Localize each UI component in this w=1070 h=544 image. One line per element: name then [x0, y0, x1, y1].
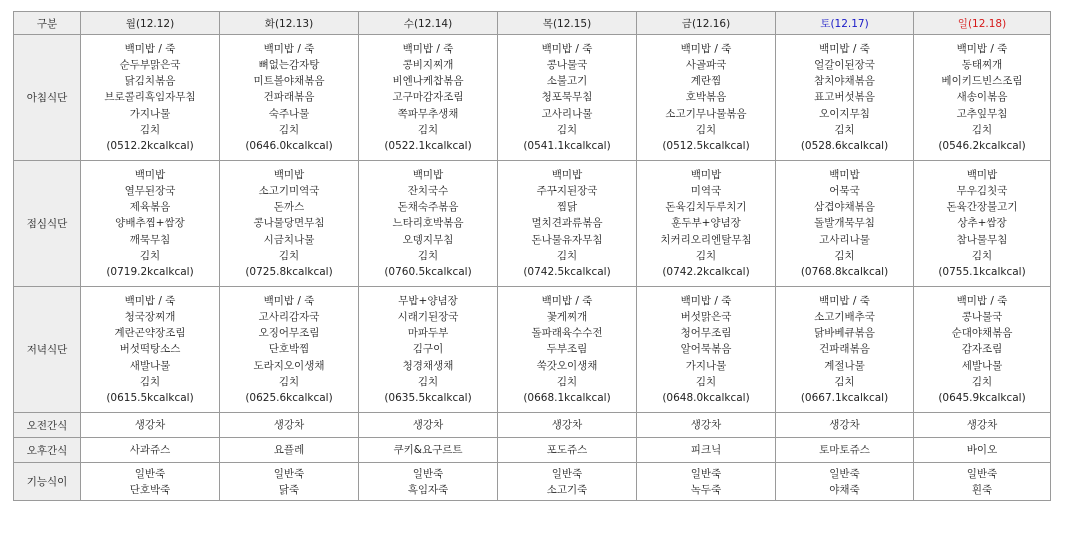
category-header: 구분 [14, 12, 81, 35]
menu-cell [914, 413, 1051, 438]
menu-item: 김치 [139, 249, 161, 262]
special-diet-row [14, 463, 1051, 501]
menu-item: 백미밥 [412, 168, 444, 181]
menu-item: 백미밥 / 죽 [263, 294, 315, 307]
menu-item: 고추잎무침 [956, 107, 1008, 120]
day-header-thu: 목(12.15) [498, 12, 637, 35]
menu-item: 찜닭 [556, 201, 578, 214]
menu-item: 꽃게찌개 [546, 311, 588, 324]
menu-item: 백미밥 [551, 168, 583, 181]
menu-item: 돈채숙주볶음 [397, 201, 459, 214]
menu-item: 청어무조림 [680, 327, 732, 340]
menu-cell [776, 438, 914, 463]
menu-item: 백미밥 [273, 168, 305, 181]
menu-cell [359, 413, 498, 438]
menu-cell [498, 287, 637, 413]
menu-item: 콩비지찌개 [402, 59, 454, 72]
menu-item: 피크닉 [690, 443, 722, 456]
menu-item: 생강차 [690, 418, 722, 431]
menu-item: 소고기죽 [546, 483, 588, 496]
menu-item: 김치 [417, 375, 439, 388]
menu-item: 쪽파무추생채 [397, 107, 459, 120]
menu-item: 바이오 [966, 443, 998, 456]
day-header-fri: 금(12.16) [637, 12, 776, 35]
menu-item: 닭죽 [278, 483, 300, 496]
calorie-text: (0646.0kcalkcal) [245, 139, 333, 152]
menu-cell [914, 287, 1051, 413]
menu-cell [81, 463, 220, 501]
menu-item: 포도쥬스 [546, 443, 588, 456]
menu-item: 김치 [417, 249, 439, 262]
menu-item: 소고기무나물볶음 [665, 107, 747, 120]
menu-item: 백미밥 / 죽 [124, 294, 176, 307]
menu-item: 돈육간장불고기 [946, 201, 1018, 214]
menu-item: 김치 [695, 375, 717, 388]
menu-item: 양배추찜+쌈장 [115, 217, 185, 230]
menu-item: 야채죽 [829, 483, 860, 496]
menu-cell [359, 161, 498, 287]
calorie-text: (0755.1kcalkcal) [938, 265, 1026, 278]
menu-item: 건파래볶음 [819, 343, 870, 356]
menu-cell [776, 287, 914, 413]
menu-item: 김치 [278, 375, 300, 388]
calorie-text: (0546.2kcalkcal) [938, 139, 1026, 152]
menu-item: 무우김칫국 [956, 185, 1008, 198]
menu-cell [637, 35, 776, 161]
menu-item: 삼겹야채볶음 [814, 201, 875, 214]
menu-item: 김치 [971, 375, 993, 388]
menu-item: 시래기된장국 [397, 311, 459, 324]
menu-cell [220, 287, 359, 413]
menu-cell [359, 463, 498, 501]
menu-item: 요플레 [273, 443, 305, 456]
row-label: 오후간식 [14, 438, 81, 463]
menu-body [14, 35, 1051, 501]
menu-item: 멸치견과류볶음 [531, 217, 603, 230]
menu-item: 감자조림 [961, 343, 1003, 356]
menu-cell [498, 438, 637, 463]
menu-item: 콩나물당면무침 [253, 217, 325, 230]
calorie-text: (0667.1kcalkcal) [800, 391, 889, 404]
menu-item: 김치 [556, 375, 578, 388]
calorie-text: (0719.2kcalkcal) [106, 265, 194, 278]
calorie-text: (0512.5kcalkcal) [662, 139, 750, 152]
calorie-text: (0668.1kcalkcal) [523, 391, 611, 404]
row-label: 저녁식단 [14, 287, 81, 413]
menu-item: 쿠키&요구르트 [393, 443, 463, 456]
menu-item: 소고기배추국 [814, 311, 875, 324]
calorie-text: (0648.0kcalkcal) [662, 391, 750, 404]
menu-item: 참치야채볶음 [814, 75, 875, 88]
menu-item: 일반죽 [551, 467, 583, 480]
menu-cell [914, 438, 1051, 463]
menu-item: 열무된장국 [124, 185, 176, 198]
menu-cell [637, 438, 776, 463]
menu-item: 새송이볶음 [956, 91, 1008, 104]
calorie-text: (0512.2kcalkcal) [106, 139, 194, 152]
calorie-text: (0760.5kcalkcal) [384, 265, 472, 278]
menu-item: 뼈없는감자탕 [258, 59, 320, 72]
snack-row [14, 413, 1051, 438]
menu-item: 새발나물 [129, 359, 171, 372]
menu-cell [914, 463, 1051, 501]
meal-row [14, 161, 1051, 287]
menu-item: 청포묵무침 [541, 91, 593, 104]
menu-item: 계란곤약장조림 [114, 327, 186, 340]
menu-item: 생강차 [134, 418, 166, 431]
calorie-text: (0768.8kcalkcal) [800, 265, 889, 278]
menu-item: 얼갈이된장국 [814, 59, 875, 72]
row-label: 기능식이 [14, 463, 81, 501]
menu-item: 녹두죽 [690, 483, 722, 496]
calorie-text: (0528.6kcalkcal) [800, 139, 889, 152]
menu-item: 미트볼야채볶음 [253, 75, 325, 88]
menu-item: 일반죽 [966, 467, 998, 480]
menu-item: 돈까스 [273, 201, 305, 214]
menu-item: 김치 [556, 249, 578, 262]
menu-item: 참나물무침 [956, 233, 1008, 246]
menu-item: 청국장찌개 [124, 311, 176, 324]
menu-item: 김치 [971, 123, 993, 136]
menu-item: 백미밥 [829, 168, 860, 181]
menu-item: 호박볶음 [685, 91, 727, 104]
menu-item: 일반죽 [829, 467, 860, 480]
menu-item: 김구이 [412, 343, 444, 356]
menu-cell [81, 287, 220, 413]
menu-item: 소불고기 [546, 75, 588, 88]
calorie-text: (0742.2kcalkcal) [662, 265, 750, 278]
menu-item: 사과쥬스 [129, 443, 171, 456]
menu-item: 오이지무침 [819, 107, 870, 120]
menu-item: 고사리나물 [819, 233, 870, 246]
menu-item: 백미밥 / 죽 [819, 42, 870, 55]
menu-cell [359, 35, 498, 161]
menu-item: 베이키드빈스조림 [941, 75, 1023, 88]
menu-item: 돌파래육수수전 [531, 327, 603, 340]
calorie-text: (0541.1kcalkcal) [523, 139, 611, 152]
menu-item: 김치 [695, 123, 717, 136]
menu-table-container [13, 11, 1051, 501]
menu-item: 버섯맑은국 [680, 311, 732, 324]
menu-item: 백미밥 / 죽 [680, 294, 732, 307]
menu-item: 백미밥 / 죽 [263, 42, 315, 55]
menu-item: 김치 [695, 249, 717, 262]
menu-item: 김치 [834, 249, 855, 262]
menu-item: 돈육김치두루치기 [665, 201, 747, 214]
menu-item: 백미밥 [690, 168, 722, 181]
menu-item: 콩나물국 [546, 59, 588, 72]
menu-cell [359, 287, 498, 413]
menu-item: 백미밥 / 죽 [956, 42, 1008, 55]
day-header-sat: 토(12.17) [776, 12, 914, 35]
menu-cell [637, 463, 776, 501]
menu-cell [914, 161, 1051, 287]
menu-item: 닭김치볶음 [124, 75, 176, 88]
menu-item: 가지나물 [129, 107, 171, 120]
menu-item: 고사리감자국 [258, 311, 320, 324]
menu-item: 김치 [139, 375, 161, 388]
menu-cell [498, 35, 637, 161]
menu-item: 느타리호박볶음 [392, 217, 464, 230]
menu-cell [220, 438, 359, 463]
menu-item: 생강차 [966, 418, 998, 431]
menu-item: 백미밥 / 죽 [541, 42, 593, 55]
menu-item: 백미밥 / 죽 [680, 42, 732, 55]
menu-cell [81, 413, 220, 438]
meal-row [14, 287, 1051, 413]
menu-item: 백미밥 [134, 168, 166, 181]
menu-item: 잔치국수 [407, 185, 449, 198]
menu-item: 단호박죽 [129, 483, 171, 496]
row-label: 점심식단 [14, 161, 81, 287]
menu-item: 일반죽 [134, 467, 166, 480]
menu-cell [498, 463, 637, 501]
menu-item: 주꾸지된장국 [536, 185, 598, 198]
menu-item: 세발나물 [961, 359, 1003, 372]
menu-item: 고구마감자조림 [392, 91, 464, 104]
menu-item: 일반죽 [412, 467, 444, 480]
menu-cell [776, 413, 914, 438]
day-header-mon: 월(12.12) [81, 12, 220, 35]
menu-item: 김치 [556, 123, 578, 136]
menu-item: 김치 [278, 123, 300, 136]
day-header-sun: 일(12.18) [914, 12, 1051, 35]
menu-cell [637, 287, 776, 413]
menu-item: 백미밥 / 죽 [124, 42, 176, 55]
menu-item: 계란찜 [690, 75, 722, 88]
calorie-text: (0635.5kcalkcal) [384, 391, 472, 404]
menu-item: 김치 [971, 249, 993, 262]
menu-item: 김치 [834, 123, 855, 136]
calorie-text: (0625.6kcalkcal) [245, 391, 333, 404]
menu-cell [220, 463, 359, 501]
menu-item: 오징어무조림 [258, 327, 320, 340]
menu-cell [220, 413, 359, 438]
menu-item: 도라지오이생채 [253, 359, 325, 372]
menu-item: 오뎅지무침 [402, 233, 454, 246]
menu-cell [81, 161, 220, 287]
menu-item: 제육볶음 [129, 201, 171, 214]
menu-item: 상추+쌈장 [957, 217, 1007, 230]
menu-item: 숙주나물 [268, 107, 310, 120]
menu-cell [498, 161, 637, 287]
menu-item: 백미밥 [966, 168, 998, 181]
menu-cell [776, 463, 914, 501]
menu-item: 알어묵볶음 [680, 343, 732, 356]
menu-item: 흑임자죽 [407, 483, 449, 496]
menu-item: 김치 [139, 123, 161, 136]
menu-item: 김치 [417, 123, 439, 136]
menu-cell [637, 413, 776, 438]
menu-item: 훈두부+양념장 [671, 217, 741, 230]
menu-item: 김치 [834, 375, 855, 388]
menu-item: 생강차 [273, 418, 305, 431]
menu-item: 브로콜리흑임자무침 [104, 91, 196, 104]
menu-item: 순대야채볶음 [951, 327, 1013, 340]
menu-item: 깨묵무침 [129, 233, 171, 246]
menu-item: 무밥+양념장 [398, 294, 458, 307]
menu-item: 쑥갓오이생채 [536, 359, 598, 372]
menu-item: 콩나물국 [961, 311, 1003, 324]
calorie-text: (0522.1kcalkcal) [384, 139, 472, 152]
menu-cell [498, 413, 637, 438]
menu-item: 닭바베큐볶음 [814, 327, 875, 340]
calorie-text: (0615.5kcalkcal) [106, 391, 194, 404]
row-label: 아침식단 [14, 35, 81, 161]
menu-item: 사골파국 [685, 59, 727, 72]
menu-item: 치커리오리엔탈무침 [660, 233, 752, 246]
menu-item: 일반죽 [273, 467, 305, 480]
menu-item: 생강차 [551, 418, 583, 431]
menu-cell [914, 35, 1051, 161]
menu-item: 돈나물유자무침 [531, 233, 603, 246]
snack-row [14, 438, 1051, 463]
menu-item: 소고기미역국 [258, 185, 320, 198]
menu-cell [776, 161, 914, 287]
meal-row [14, 35, 1051, 161]
calorie-text: (0725.8kcalkcal) [245, 265, 333, 278]
menu-item: 김치 [278, 249, 300, 262]
menu-item: 청경채생채 [402, 359, 454, 372]
menu-cell [220, 161, 359, 287]
menu-item: 마파두부 [407, 327, 449, 340]
menu-cell [359, 438, 498, 463]
header-row [14, 12, 1051, 35]
menu-item: 돌발개묵무침 [814, 217, 875, 230]
menu-item: 미역국 [690, 185, 722, 198]
calorie-text: (0645.9kcalkcal) [938, 391, 1026, 404]
menu-item: 버섯떡탕소스 [119, 343, 181, 356]
menu-cell [220, 35, 359, 161]
menu-item: 생강차 [412, 418, 444, 431]
menu-item: 백미밥 / 죽 [819, 294, 870, 307]
menu-item: 순두부맑은국 [119, 59, 181, 72]
menu-item: 시금치나물 [263, 233, 315, 246]
menu-item: 두부조림 [546, 343, 588, 356]
menu-item: 표고버섯볶음 [814, 91, 875, 104]
menu-item: 고사리나물 [541, 107, 593, 120]
weekly-menu-table [13, 11, 1051, 501]
menu-item: 단호박찜 [268, 343, 310, 356]
menu-cell [81, 438, 220, 463]
menu-cell [776, 35, 914, 161]
menu-item: 가지나물 [685, 359, 727, 372]
menu-item: 백미밥 / 죽 [402, 42, 454, 55]
menu-item: 백미밥 / 죽 [956, 294, 1008, 307]
menu-cell [81, 35, 220, 161]
day-header-wed: 수(12.14) [359, 12, 498, 35]
menu-item: 계절나물 [824, 359, 865, 372]
menu-item: 건파래볶음 [263, 91, 315, 104]
day-header-tue: 화(12.13) [220, 12, 359, 35]
menu-item: 토마토쥬스 [819, 443, 870, 456]
menu-cell [637, 161, 776, 287]
menu-item: 동태찌개 [961, 59, 1003, 72]
calorie-text: (0742.5kcalkcal) [523, 265, 611, 278]
menu-item: 백미밥 / 죽 [541, 294, 593, 307]
menu-item: 흰죽 [971, 483, 993, 496]
row-label: 오전간식 [14, 413, 81, 438]
menu-item: 어묵국 [829, 185, 860, 198]
menu-item: 일반죽 [690, 467, 722, 480]
menu-item: 생강차 [829, 418, 860, 431]
menu-item: 비엔나케찹볶음 [392, 75, 464, 88]
